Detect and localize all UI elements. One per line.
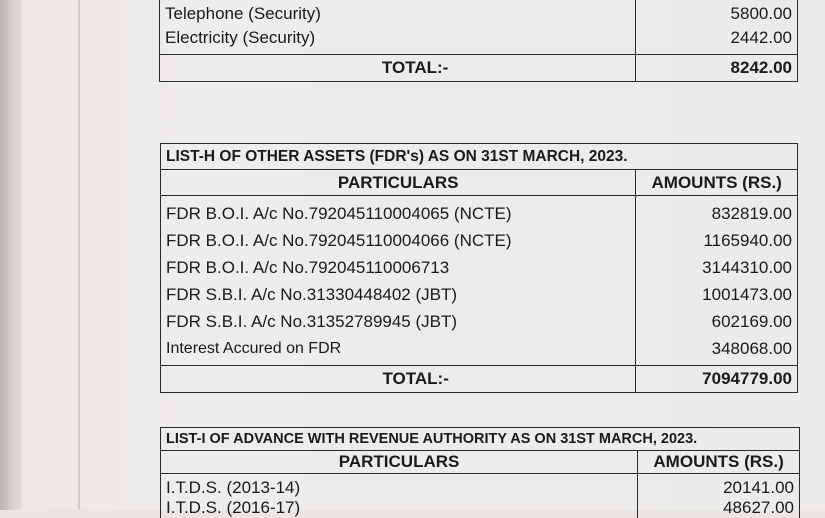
table-row: [161, 254, 798, 281]
table-row: [160, 0, 798, 24]
table-row: [160, 24, 798, 55]
table-title-row: [161, 428, 800, 451]
table-row: [161, 498, 800, 518]
list-i-table: [160, 427, 800, 518]
book-binding-shadow: [0, 0, 22, 510]
table-title-row: [161, 144, 798, 170]
table-row: [161, 281, 798, 308]
particular-cell: I.T.D.S. (2016-17): [161, 498, 638, 518]
page-fold-line: [78, 0, 80, 510]
total-row: [160, 55, 798, 82]
total-label: TOTAL:-: [161, 366, 636, 393]
total-amount: 7094779.00: [636, 366, 798, 393]
particular-cell: FDR B.O.I. A/c No.792045110004065 (NCTE): [161, 196, 636, 228]
amount-cell: 602169.00: [636, 308, 798, 335]
particular-cell: FDR B.O.I. A/c No.792045110006713: [161, 254, 636, 281]
list-h-title: LIST-H OF OTHER ASSETS (FDR's) AS ON 31ST MARCH, 2023.: [161, 144, 798, 170]
amount-cell: 348068.00: [636, 335, 798, 366]
list-i-title: LIST-I OF ADVANCE WITH REVENUE AUTHORITY AS ON 31ST MARCH, 2023.: [161, 428, 800, 451]
total-amount: 8242.00: [636, 55, 798, 82]
table-header-row: [161, 170, 798, 196]
amount-cell: 1001473.00: [636, 281, 798, 308]
table-row: [161, 196, 798, 228]
security-deposits-table: [159, 0, 798, 82]
amount-cell: 3144310.00: [636, 254, 798, 281]
particular-cell: FDR B.O.I. A/c No.792045110004066 (NCTE): [161, 227, 636, 254]
particulars-header: PARTICULARS: [161, 170, 636, 196]
table-row: [161, 335, 798, 366]
amount-cell: 1165940.00: [636, 227, 798, 254]
table-row: [161, 227, 798, 254]
amount-cell: 20141.00: [638, 474, 800, 499]
total-label: TOTAL:-: [160, 55, 636, 82]
particulars-header: PARTICULARS: [161, 451, 638, 474]
amounts-header: AMOUNTS (RS.): [636, 170, 798, 196]
particular-cell: Interest Accured on FDR: [161, 335, 636, 366]
particular-cell: Telephone (Security): [160, 0, 636, 24]
particular-cell: I.T.D.S. (2013-14): [161, 474, 638, 499]
table-header-row: [161, 451, 800, 474]
list-h-table: [160, 143, 798, 393]
amount-cell: 5800.00: [636, 0, 798, 24]
particular-cell: Electricity (Security): [160, 24, 636, 55]
particular-cell: FDR S.B.I. A/c No.31330448402 (JBT): [161, 281, 636, 308]
particular-cell: FDR S.B.I. A/c No.31352789945 (JBT): [161, 308, 636, 335]
amount-cell: 832819.00: [636, 196, 798, 228]
table-row: [161, 474, 800, 499]
amount-cell: 48627.00: [638, 498, 800, 518]
table-row: [161, 308, 798, 335]
amount-cell: 2442.00: [636, 24, 798, 55]
total-row: [161, 366, 798, 393]
amounts-header: AMOUNTS (RS.): [638, 451, 800, 474]
